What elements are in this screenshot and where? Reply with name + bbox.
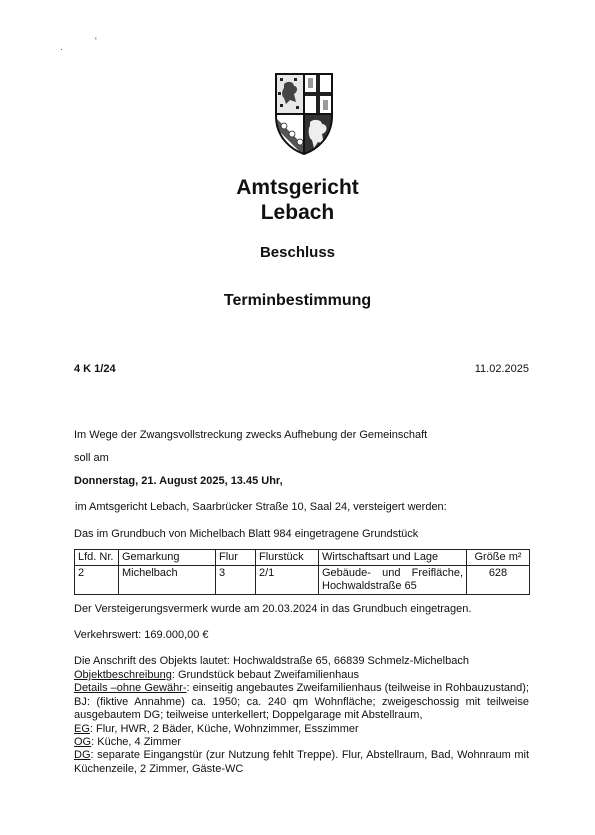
intro-text: Im Wege der Zwangsvollstreckung zwecks Aufhebung der Gemeinschaft bbox=[74, 429, 428, 441]
court-name: Amtsgericht bbox=[236, 176, 359, 199]
header-flur: Flur bbox=[216, 550, 256, 566]
registry-text: Das im Grundbuch von Michelbach Blatt 984 eingetragene Grundstück bbox=[74, 528, 419, 540]
soll-am-text: soll am bbox=[74, 452, 109, 464]
document-date: 11.02.2025 bbox=[474, 363, 529, 375]
object-description bbox=[74, 669, 529, 776]
cell-flurstueck: 2/1 bbox=[256, 566, 319, 595]
file-number: 4 K 1/24 bbox=[74, 363, 116, 375]
saarland-coat-of-arms-icon bbox=[272, 70, 336, 156]
verkehrswert-text: Verkehrswert: 169.000,00 € bbox=[74, 629, 209, 641]
og-line bbox=[74, 736, 529, 749]
header-gemarkung: Gemarkung bbox=[119, 550, 216, 566]
cell-lage-line1: Gebäude- und Freifläche, bbox=[322, 567, 463, 579]
objekt-line bbox=[74, 669, 529, 682]
cell-lfd-nr: 2 bbox=[75, 566, 119, 595]
scan-speck: ' bbox=[95, 36, 97, 46]
cell-groesse: 628 bbox=[467, 566, 530, 595]
scan-speck: · bbox=[60, 44, 63, 54]
og-label: OG bbox=[74, 736, 92, 749]
appointment-datetime: Donnerstag, 21. August 2025, 13.45 Uhr, bbox=[74, 475, 283, 487]
cell-lage-line2: Hochwaldstraße 65 bbox=[322, 580, 417, 592]
header-flurstueck: Flurstück bbox=[256, 550, 319, 566]
header-groesse: Größe m² bbox=[467, 550, 530, 566]
meta-row bbox=[74, 363, 529, 375]
eg-text: : Flur, HWR, 2 Bäder, Küche, Wohnzimmer, Esszimmer bbox=[89, 722, 359, 735]
parcel-table bbox=[74, 549, 530, 595]
table-header-row bbox=[75, 550, 530, 566]
table-row bbox=[75, 566, 530, 595]
cell-wirtschaftsart bbox=[319, 566, 467, 595]
auction-location: im Amtsgericht Lebach, Saarbrücker Straße 10, Saal 24, versteigert werden: bbox=[75, 501, 447, 513]
document-title: Terminbestimmung bbox=[223, 292, 372, 309]
dg-text: : separate Eingangstür (zur Nutzung fehlt Treppe). Flur, Abstellraum, Bad, Wohnraum mit Küchenzeile, 2 Zimmer, Gäste-WC bbox=[74, 749, 529, 775]
objekt-text: : Grundstück bebaut Zweifamilienhaus bbox=[171, 669, 359, 681]
eg-label: EG bbox=[74, 722, 90, 735]
dg-line bbox=[74, 749, 529, 776]
header-lfd-nr: Lfd. Nr. bbox=[75, 550, 119, 566]
vermerk-text: Der Versteigerungsvermerk wurde am 20.03.2024 in das Grundbuch eingetragen. bbox=[74, 603, 472, 615]
details-line bbox=[74, 682, 529, 722]
details-text: : einseitig angebautes Zweifamilienhaus (teilweise in Rohbauzustand); BJ: (fiktive Annahme) ca. 1950; ca. 240 qm Wohnfläche; zweigeschossig mit teilweise ausgebautem DG; teilweise unterkellert; Doppelgarage mit Abstellraum, bbox=[74, 682, 529, 722]
anschrift-text: Die Anschrift des Objekts lautet: Hochwaldstraße 65, 66839 Schmelz-Michelbach bbox=[74, 655, 469, 667]
details-label: Details –ohne Gewähr- bbox=[74, 682, 187, 695]
cell-flur: 3 bbox=[216, 566, 256, 595]
dg-label: DG bbox=[74, 749, 91, 762]
cell-gemarkung: Michelbach bbox=[119, 566, 216, 595]
objekt-label: Objektbeschreibung bbox=[74, 669, 172, 681]
header-wirtschaftsart: Wirtschaftsart und Lage bbox=[319, 550, 467, 566]
eg-line bbox=[74, 723, 529, 736]
document-type: Beschluss bbox=[259, 244, 336, 261]
og-text: : Küche, 4 Zimmer bbox=[91, 736, 181, 749]
court-city: Lebach bbox=[260, 201, 335, 224]
